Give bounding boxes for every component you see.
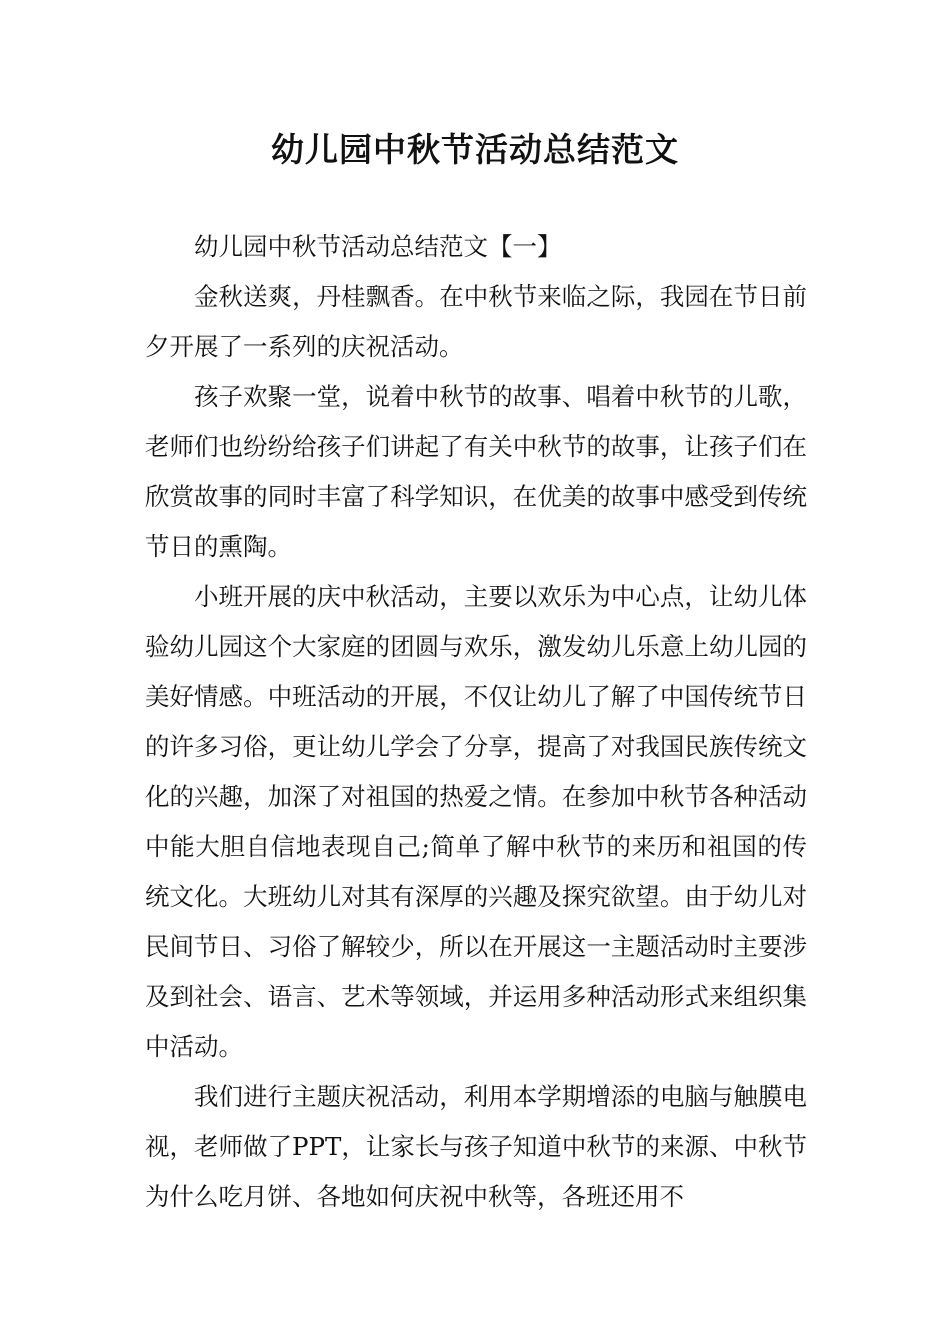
document-title: 幼儿园中秋节活动总结范文 [271,130,679,169]
paragraph: 金秋送爽，丹桂飘香。在中秋节来临之际，我园在节日前夕开展了一系列的庆祝活动。 [145,282,807,361]
document-body [145,222,807,1222]
section-heading: 幼儿园中秋节活动总结范文【一】 [194,232,562,261]
paragraph: 孩子欢聚一堂，说着中秋节的故事、唱着中秋节的儿歌，老师们也纷纷给孩子们讲起了有关中秋节的故事，让孩子们在欣赏故事的同时丰富了科学知识，在优美的故事中感受到传统节日的熏陶。 [145,382,807,561]
paragraph: 小班开展的庆中秋活动，主要以欢乐为中心点，让幼儿体验幼儿园这个大家庭的团圆与欢乐，激发幼儿乐意上幼儿园的美好情感。中班活动的开展，不仅让幼儿了解了中国传统节日的许多习俗，更让幼儿学会了分享，提高了对我国民族传统文化的兴趣，加深了对祖国的热爱之情。在参加中秋节各种活动中能大胆自信地表现自己;简单了解中秋节的来历和祖国的传统文化。大班幼儿对其有深厚的兴趣及探究欲望。由于幼儿对民间节日、习俗了解较少，所以在开展这一主题活动时主要涉及到社会、语言、艺术等领域，并运用多种活动形式来组织集中活动。 [145,582,807,1061]
paragraph: 我们进行主题庆祝活动，利用本学期增添的电脑与触膜电视，老师做了PPT，让家长与孩子知道中秋节的来源、中秋节为什么吃月饼、各地如何庆祝中秋等，各班还用不 [145,1082,807,1211]
